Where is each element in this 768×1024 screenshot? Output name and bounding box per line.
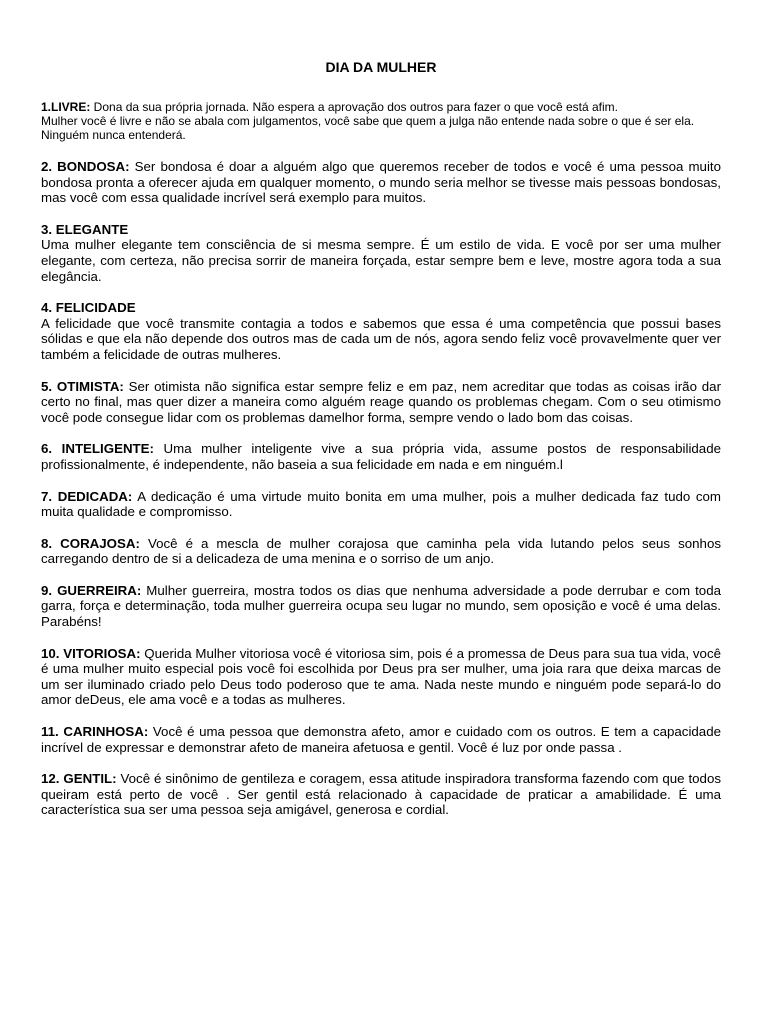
section-paragraph [41, 100, 721, 114]
section-heading: 1.LIVRE: [41, 100, 91, 114]
section-heading: 10. VITORIOSA: [41, 645, 141, 661]
section-paragraph [41, 441, 721, 472]
section-heading: 4. FELICIDADE [41, 300, 136, 316]
section-heading: 5. OTIMISTA: [41, 378, 124, 394]
section-text: Dona da sua própria jornada. Não espera a aprovação dos outros para fazer o que você está afim. [90, 100, 618, 114]
section-heading: 8. CORAJOSA: [41, 535, 140, 551]
section-dedicada [41, 489, 721, 520]
section-carinhosa [41, 724, 721, 755]
section-paragraph [41, 114, 721, 142]
section-guerreira [41, 583, 721, 630]
section-text: Uma mulher inteligente vive a sua própria vida, assume postos de responsabilidade profissionalmente, é independente, não baseia a sua felicidade em nada e em ninguém.l [41, 441, 721, 472]
document-title: DIA DA MULHER [325, 59, 437, 75]
section-paragraph [41, 489, 721, 520]
document-page [41, 58, 721, 834]
section-heading: 3. ELEGANTE [41, 221, 129, 237]
section-text: Ser otimista não significa estar sempre feliz e em paz, nem acreditar que todas as coisas irão dar certo no final, mas quer dizer a maneira como alguém reage quando os problemas chegam. Com o seu otimismo você pode consegue lidar com os problemas damelhor forma, sempre vendo o lado bom das coisas. [41, 378, 721, 425]
section-text: Mulher você é livre e não se abala com julgamentos, você sabe que quem a julga não entende nada sobre o que é ser ela. Ninguém nunca entenderá. [41, 114, 695, 142]
section-corajosa [41, 536, 721, 567]
section-heading: 6. INTELIGENTE: [41, 441, 154, 457]
section-paragraph [41, 583, 721, 630]
section-text: A dedicação é uma virtude muito bonita em uma mulher, pois a mulher dedicada faz tudo com muita qualidade e compromisso. [41, 488, 722, 520]
section-bondosa [41, 159, 721, 206]
section-heading: 7. DEDICADA: [41, 488, 133, 504]
section-inteligente [41, 441, 721, 472]
section-text: Você é uma pessoa que demonstra afeto, amor e cuidado com os outros. E tem a capacidade incrível de expressar e demonstrar afeto de maneira afetuosa e gentil. Você é luz por onde passa . [41, 724, 721, 755]
section-text: Uma mulher elegante tem consciência de si mesma sempre. É um estilo de vida. E você por ser uma mulher elegante, com certeza, não precisa sorrir de maneira forçada, estar sempre bem e leve, mostre agora toda a sua elegância. [41, 237, 721, 284]
section-vitoriosa [41, 646, 721, 708]
section-gentil [41, 771, 721, 818]
section-text: Ser bondosa é doar a alguém algo que queremos receber de todos e você é uma pessoa muito bondosa pronta a oferecer ajuda em qualquer momento, o mundo seria melhor se tivesse mais pessoas bondosas, mas você com essa qualidade incrível será exemplo para muitos. [41, 159, 721, 206]
section-otimista [41, 379, 721, 426]
section-heading: 11. CARINHOSA: [41, 724, 149, 740]
section-text: Você é a mescla de mulher corajosa que caminha pela vida lutando pelos seus sonhos carregando dentro de si a delicadeza de uma menina e o sorriso de um anjo. [41, 535, 721, 567]
section-paragraph [41, 771, 721, 818]
section-text: A felicidade que você transmite contagia a todos e sabemos que essa é uma competência que possui bases sólidas e que ela não depende dos outros mas de cada um de nós, agora sendo feliz você provavelmente quer ver também a felicidade de outras mulheres. [41, 315, 721, 362]
section-livre [41, 100, 721, 142]
section-text: Você é sinônimo de gentileza e coragem, essa atitude inspiradora transforma fazendo com que todos queiram está perto de você . Ser gentil está relacionado à capacidade de praticar a amabilidade. É uma característica sua ser uma pessoa seja amigável, generosa e cordial. [41, 771, 721, 818]
section-heading: 2. BONDOSA: [41, 159, 130, 174]
section-text: Querida Mulher vitoriosa você é vitoriosa sim, pois é a promessa de Deus para sua tua vida, você é uma mulher muito especial pois você foi escolhida por Deus pra ser mulher, uma joia rara que deixa marcas de um ser iluminado criado pelo Deus todo poderoso que te ama. Nada neste mundo e ninguém pode separá-lo do amor deDeus, ele ama você e a todas as mulheres. [41, 645, 721, 708]
section-paragraph [41, 379, 721, 426]
section-text: Mulher guerreira, mostra todos os dias que nenhuma adversidade a pode derrubar e com toda garra, força e determinação, toda mulher guerreira ocupa seu lugar no mundo, sem oposição e você é uma delas. Parabéns! [41, 582, 721, 630]
section-paragraph [41, 159, 721, 206]
section-paragraph [41, 724, 721, 755]
section-heading: 9. GUERREIRA: [41, 582, 142, 598]
section-paragraph [41, 646, 721, 708]
section-heading: 12. GENTIL: [41, 771, 117, 787]
section-elegante [41, 222, 721, 284]
section-felicidade [41, 300, 721, 362]
section-paragraph [41, 536, 721, 567]
